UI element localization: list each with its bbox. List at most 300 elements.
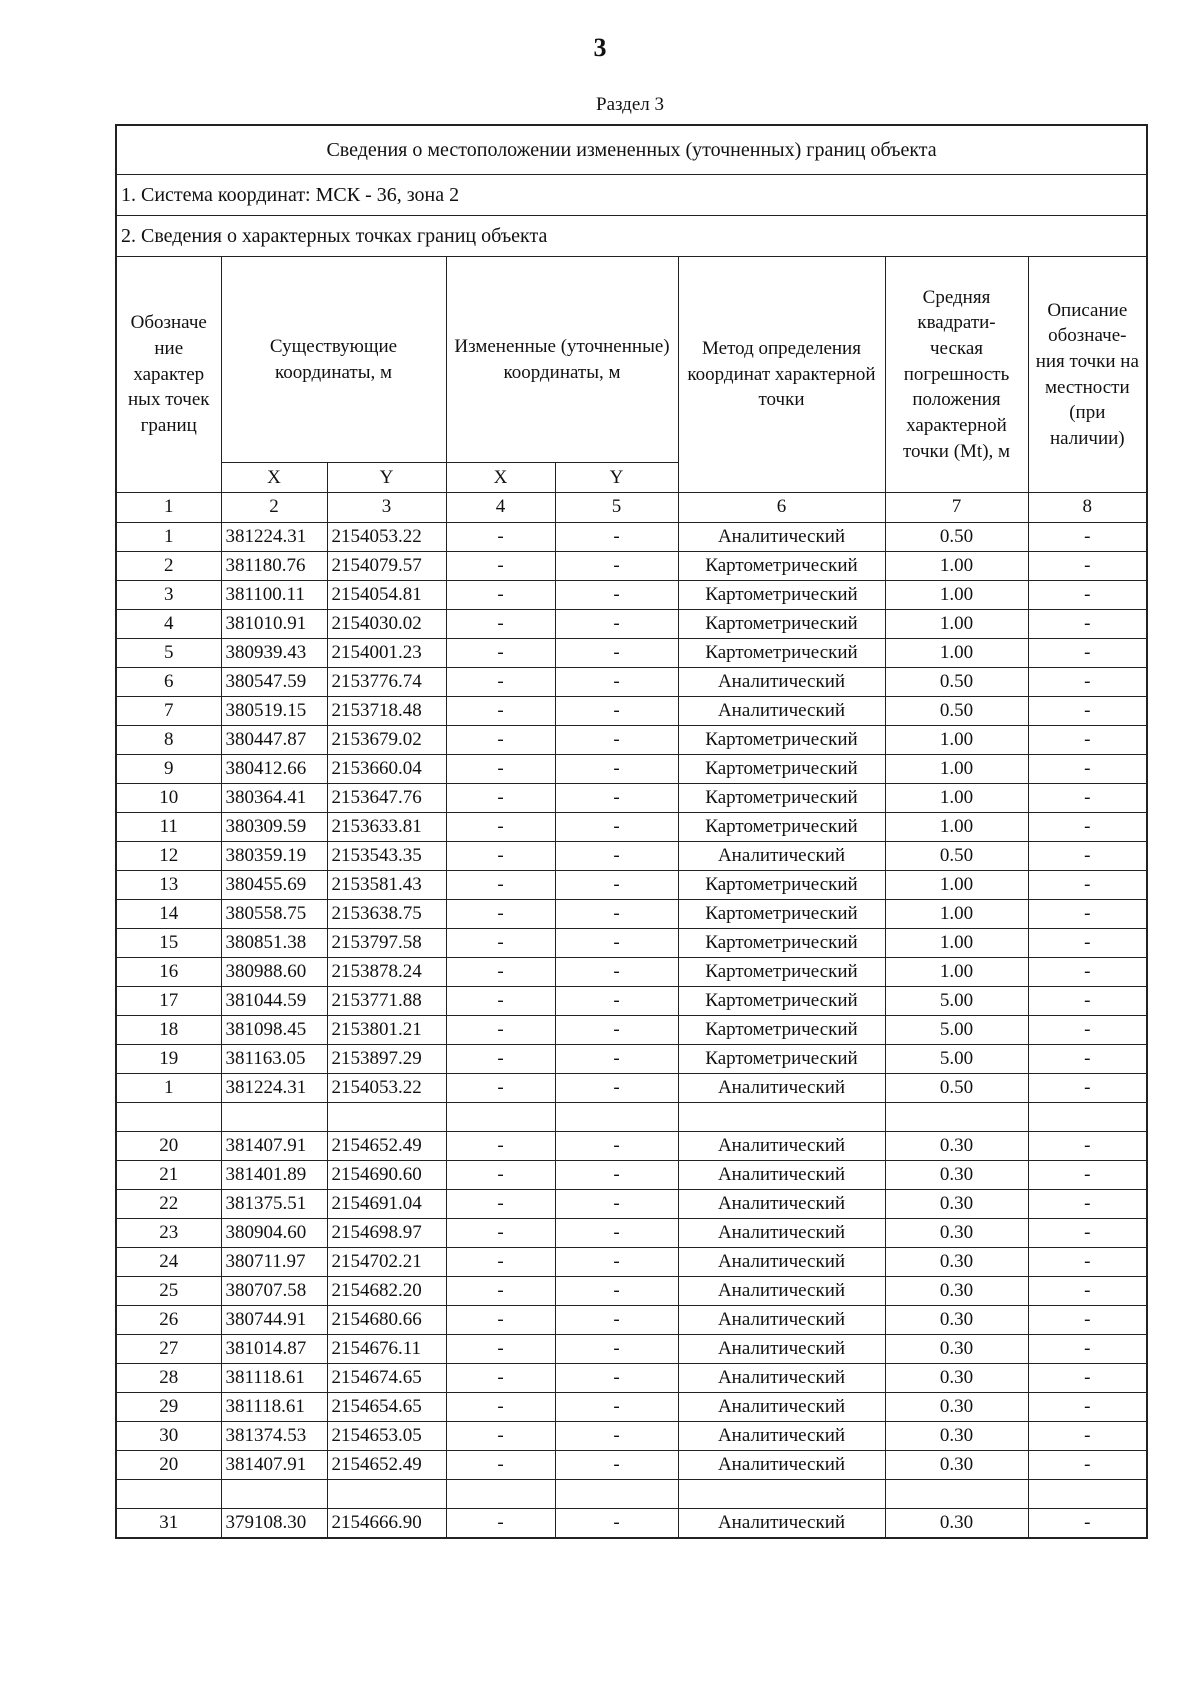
cell-accuracy: 0.30	[885, 1335, 1028, 1364]
cell-description: -	[1028, 1422, 1147, 1451]
cell-description: -	[1028, 552, 1147, 581]
cell-accuracy: 0.30	[885, 1248, 1028, 1277]
cell-changed-y: -	[555, 784, 678, 813]
cell-method	[678, 1480, 885, 1509]
cell-existing-x: 380707.58	[221, 1277, 327, 1306]
cell-method: Картометрический	[678, 958, 885, 987]
cell-changed-y: -	[555, 523, 678, 552]
cell-point-number: 25	[116, 1277, 221, 1306]
cell-description: -	[1028, 1132, 1147, 1161]
cell-changed-x: -	[446, 726, 555, 755]
header-accuracy: Средняя квадрати- ческая погрешность положения характерной точки (Mt), м	[885, 257, 1028, 493]
cell-description: -	[1028, 1161, 1147, 1190]
cell-existing-y: 2154680.66	[327, 1306, 446, 1335]
table-row	[116, 668, 1147, 697]
table-row	[116, 1074, 1147, 1103]
table-row	[116, 1509, 1147, 1539]
cell-existing-y: 2153633.81	[327, 813, 446, 842]
cell-description: -	[1028, 958, 1147, 987]
cell-point-number	[116, 1480, 221, 1509]
header-method: Метод определения координат характерной точки	[678, 257, 885, 493]
cell-existing-y: 2154682.20	[327, 1277, 446, 1306]
cell-changed-x: -	[446, 900, 555, 929]
cell-changed-y: -	[555, 1016, 678, 1045]
cell-method: Аналитический	[678, 523, 885, 552]
cell-description: -	[1028, 1509, 1147, 1539]
cell-changed-y: -	[555, 1509, 678, 1539]
cell-existing-x: 380455.69	[221, 871, 327, 900]
table-row	[116, 842, 1147, 871]
cell-method: Картометрический	[678, 929, 885, 958]
cell-existing-y: 2154654.65	[327, 1393, 446, 1422]
cell-existing-x: 380309.59	[221, 813, 327, 842]
cell-existing-x: 380447.87	[221, 726, 327, 755]
cell-description: -	[1028, 987, 1147, 1016]
cell-accuracy: 1.00	[885, 755, 1028, 784]
cell-existing-x: 381044.59	[221, 987, 327, 1016]
table-row	[116, 1248, 1147, 1277]
header-changed-y: Y	[555, 463, 678, 493]
cell-changed-y: -	[555, 552, 678, 581]
cell-method: Картометрический	[678, 755, 885, 784]
cell-method: Аналитический	[678, 1451, 885, 1480]
cell-description: -	[1028, 1364, 1147, 1393]
cell-changed-y	[555, 1103, 678, 1132]
cell-changed-x: -	[446, 1306, 555, 1335]
cell-changed-y: -	[555, 1451, 678, 1480]
cell-method: Картометрический	[678, 1045, 885, 1074]
table-row	[116, 552, 1147, 581]
column-number-row	[116, 493, 1147, 523]
cell-method: Аналитический	[678, 842, 885, 871]
header-changed-x: X	[446, 463, 555, 493]
table-row	[116, 1335, 1147, 1364]
cell-description: -	[1028, 639, 1147, 668]
cell-description: -	[1028, 668, 1147, 697]
cell-description: -	[1028, 1393, 1147, 1422]
cell-changed-y: -	[555, 1161, 678, 1190]
table-row	[116, 1364, 1147, 1393]
cell-existing-y: 2154653.05	[327, 1422, 446, 1451]
cell-method: Аналитический	[678, 1132, 885, 1161]
cell-changed-x	[446, 1103, 555, 1132]
cell-method: Картометрический	[678, 1016, 885, 1045]
cell-changed-x: -	[446, 697, 555, 726]
cell-changed-x: -	[446, 929, 555, 958]
cell-point-number: 29	[116, 1393, 221, 1422]
cell-changed-x: -	[446, 958, 555, 987]
table-row	[116, 1103, 1147, 1132]
cell-existing-x: 381407.91	[221, 1451, 327, 1480]
cell-description: -	[1028, 842, 1147, 871]
cell-existing-y: 2154691.04	[327, 1190, 446, 1219]
cell-point-number: 6	[116, 668, 221, 697]
cell-existing-x: 381401.89	[221, 1161, 327, 1190]
cell-existing-y: 2153776.74	[327, 668, 446, 697]
cell-accuracy	[885, 1103, 1028, 1132]
cell-existing-y: 2154053.22	[327, 523, 446, 552]
cell-existing-x: 381375.51	[221, 1190, 327, 1219]
cell-changed-y: -	[555, 610, 678, 639]
cell-point-number: 22	[116, 1190, 221, 1219]
cell-existing-x: 380558.75	[221, 900, 327, 929]
cell-existing-y: 2153638.75	[327, 900, 446, 929]
cell-changed-y: -	[555, 726, 678, 755]
cell-existing-x: 381118.61	[221, 1393, 327, 1422]
cell-description: -	[1028, 871, 1147, 900]
cell-changed-y: -	[555, 1045, 678, 1074]
cell-accuracy: 1.00	[885, 581, 1028, 610]
cell-existing-y: 2153718.48	[327, 697, 446, 726]
header-existing-y: Y	[327, 463, 446, 493]
cell-existing-y: 2154079.57	[327, 552, 446, 581]
cell-point-number: 14	[116, 900, 221, 929]
column-number: 8	[1028, 493, 1147, 523]
table-row	[116, 1045, 1147, 1074]
cell-description: -	[1028, 581, 1147, 610]
cell-point-number: 16	[116, 958, 221, 987]
cell-existing-x: 380939.43	[221, 639, 327, 668]
section-label: Раздел 3	[596, 94, 664, 115]
cell-method: Аналитический	[678, 1248, 885, 1277]
cell-changed-x: -	[446, 1132, 555, 1161]
cell-changed-x: -	[446, 1364, 555, 1393]
cell-accuracy: 0.30	[885, 1364, 1028, 1393]
cell-description: -	[1028, 1074, 1147, 1103]
cell-accuracy: 0.30	[885, 1422, 1028, 1451]
cell-point-number: 7	[116, 697, 221, 726]
cell-existing-x: 380904.60	[221, 1219, 327, 1248]
table-row	[116, 784, 1147, 813]
column-number: 3	[327, 493, 446, 523]
table-row	[116, 639, 1147, 668]
cell-method: Аналитический	[678, 1277, 885, 1306]
cell-accuracy: 1.00	[885, 929, 1028, 958]
cell-existing-y: 2153660.04	[327, 755, 446, 784]
cell-accuracy: 1.00	[885, 552, 1028, 581]
table-body	[116, 523, 1147, 1539]
cell-existing-y: 2154652.49	[327, 1132, 446, 1161]
cell-changed-y	[555, 1480, 678, 1509]
column-number: 7	[885, 493, 1028, 523]
cell-accuracy	[885, 1480, 1028, 1509]
cell-changed-y: -	[555, 1306, 678, 1335]
cell-method: Картометрический	[678, 871, 885, 900]
cell-existing-x: 381100.11	[221, 581, 327, 610]
cell-accuracy: 0.50	[885, 1074, 1028, 1103]
cell-changed-y: -	[555, 813, 678, 842]
cell-method: Картометрический	[678, 610, 885, 639]
cell-point-number: 23	[116, 1219, 221, 1248]
cell-description: -	[1028, 929, 1147, 958]
cell-changed-x: -	[446, 1248, 555, 1277]
cell-description: -	[1028, 1016, 1147, 1045]
cell-existing-y: 2154001.23	[327, 639, 446, 668]
cell-changed-y: -	[555, 987, 678, 1016]
cell-accuracy: 0.30	[885, 1132, 1028, 1161]
cell-changed-x: -	[446, 871, 555, 900]
cell-accuracy: 0.30	[885, 1393, 1028, 1422]
cell-method	[678, 1103, 885, 1132]
cell-changed-y: -	[555, 871, 678, 900]
cell-point-number: 24	[116, 1248, 221, 1277]
cell-point-number: 15	[116, 929, 221, 958]
cell-existing-x: 381224.31	[221, 1074, 327, 1103]
cell-existing-y: 2154698.97	[327, 1219, 446, 1248]
cell-accuracy: 0.30	[885, 1190, 1028, 1219]
column-number: 1	[116, 493, 221, 523]
cell-existing-x: 381010.91	[221, 610, 327, 639]
cell-changed-y: -	[555, 900, 678, 929]
cell-existing-y: 2153801.21	[327, 1016, 446, 1045]
cell-method: Картометрический	[678, 581, 885, 610]
cell-accuracy: 1.00	[885, 871, 1028, 900]
cell-description: -	[1028, 1219, 1147, 1248]
cell-point-number: 13	[116, 871, 221, 900]
cell-existing-x: 380364.41	[221, 784, 327, 813]
cell-point-number: 10	[116, 784, 221, 813]
cell-description: -	[1028, 1277, 1147, 1306]
boundary-points-table	[115, 124, 1148, 1539]
cell-changed-x: -	[446, 668, 555, 697]
cell-accuracy: 1.00	[885, 958, 1028, 987]
cell-point-number: 4	[116, 610, 221, 639]
column-number: 5	[555, 493, 678, 523]
cell-existing-x: 381014.87	[221, 1335, 327, 1364]
table-row	[116, 1016, 1147, 1045]
cell-existing-y: 2154652.49	[327, 1451, 446, 1480]
cell-changed-x: -	[446, 784, 555, 813]
cell-description: -	[1028, 813, 1147, 842]
cell-changed-x: -	[446, 639, 555, 668]
cell-existing-x: 381163.05	[221, 1045, 327, 1074]
cell-point-number: 20	[116, 1132, 221, 1161]
cell-changed-y: -	[555, 1190, 678, 1219]
cell-method: Картометрический	[678, 552, 885, 581]
cell-description: -	[1028, 523, 1147, 552]
cell-method: Картометрический	[678, 987, 885, 1016]
cell-changed-x: -	[446, 1016, 555, 1045]
cell-accuracy: 1.00	[885, 610, 1028, 639]
cell-method: Аналитический	[678, 1509, 885, 1539]
table-row	[116, 1161, 1147, 1190]
cell-existing-x: 380412.66	[221, 755, 327, 784]
cell-description	[1028, 1480, 1147, 1509]
cell-point-number: 17	[116, 987, 221, 1016]
cell-method: Картометрический	[678, 813, 885, 842]
table-row	[116, 755, 1147, 784]
column-number: 6	[678, 493, 885, 523]
cell-changed-x: -	[446, 842, 555, 871]
cell-changed-x: -	[446, 1045, 555, 1074]
cell-existing-y	[327, 1480, 446, 1509]
cell-method: Аналитический	[678, 1161, 885, 1190]
cell-existing-x	[221, 1480, 327, 1509]
cell-method: Картометрический	[678, 784, 885, 813]
cell-changed-y: -	[555, 639, 678, 668]
cell-accuracy: 0.30	[885, 1451, 1028, 1480]
cell-method: Аналитический	[678, 697, 885, 726]
header-changed-coords: Измененные (уточненные) координаты, м	[446, 257, 678, 463]
cell-method: Аналитический	[678, 1422, 885, 1451]
coordinate-system: 1. Система координат: МСК - 36, зона 2	[116, 175, 1147, 216]
cell-existing-y: 2153679.02	[327, 726, 446, 755]
table-row	[116, 1132, 1147, 1161]
cell-accuracy: 1.00	[885, 813, 1028, 842]
cell-accuracy: 5.00	[885, 987, 1028, 1016]
cell-point-number: 31	[116, 1509, 221, 1539]
cell-changed-x	[446, 1480, 555, 1509]
cell-existing-y: 2154674.65	[327, 1364, 446, 1393]
cell-changed-x: -	[446, 1393, 555, 1422]
cell-point-number: 18	[116, 1016, 221, 1045]
cell-accuracy: 0.30	[885, 1306, 1028, 1335]
cell-existing-y: 2154053.22	[327, 1074, 446, 1103]
cell-changed-x: -	[446, 523, 555, 552]
table-row	[116, 1451, 1147, 1480]
table-row	[116, 726, 1147, 755]
cell-existing-x: 381180.76	[221, 552, 327, 581]
cell-accuracy: 0.30	[885, 1219, 1028, 1248]
cell-changed-x: -	[446, 1219, 555, 1248]
table-row	[116, 987, 1147, 1016]
cell-existing-x: 381118.61	[221, 1364, 327, 1393]
cell-changed-y: -	[555, 958, 678, 987]
cell-changed-y: -	[555, 697, 678, 726]
cell-changed-x: -	[446, 581, 555, 610]
cell-description: -	[1028, 1451, 1147, 1480]
cell-accuracy: 5.00	[885, 1045, 1028, 1074]
cell-accuracy: 0.30	[885, 1277, 1028, 1306]
cell-accuracy: 1.00	[885, 726, 1028, 755]
cell-existing-x: 380851.38	[221, 929, 327, 958]
cell-accuracy: 0.50	[885, 842, 1028, 871]
column-number: 2	[221, 493, 327, 523]
cell-existing-x: 381407.91	[221, 1132, 327, 1161]
table-row	[116, 697, 1147, 726]
cell-changed-x: -	[446, 1074, 555, 1103]
column-number: 4	[446, 493, 555, 523]
cell-existing-y: 2153897.29	[327, 1045, 446, 1074]
cell-existing-y: 2153771.88	[327, 987, 446, 1016]
cell-point-number: 1	[116, 523, 221, 552]
cell-existing-y: 2153878.24	[327, 958, 446, 987]
cell-accuracy: 0.30	[885, 1161, 1028, 1190]
cell-existing-x: 381224.31	[221, 523, 327, 552]
header-description: Описание обозначе- ния точки на местности (при наличии)	[1028, 257, 1147, 493]
cell-changed-y: -	[555, 755, 678, 784]
cell-description	[1028, 1103, 1147, 1132]
cell-accuracy: 5.00	[885, 1016, 1028, 1045]
cell-changed-y: -	[555, 1364, 678, 1393]
cell-existing-y: 2153543.35	[327, 842, 446, 871]
cell-changed-x: -	[446, 1161, 555, 1190]
cell-method: Аналитический	[678, 1393, 885, 1422]
cell-changed-x: -	[446, 1277, 555, 1306]
cell-existing-y: 2154030.02	[327, 610, 446, 639]
header-existing-coords: Существующие координаты, м	[221, 257, 446, 463]
table-row	[116, 871, 1147, 900]
cell-existing-y: 2153581.43	[327, 871, 446, 900]
cell-existing-y: 2153797.58	[327, 929, 446, 958]
cell-changed-y: -	[555, 1248, 678, 1277]
cell-point-number: 2	[116, 552, 221, 581]
cell-existing-x: 380547.59	[221, 668, 327, 697]
table-row	[116, 523, 1147, 552]
cell-description: -	[1028, 1306, 1147, 1335]
cell-point-number: 1	[116, 1074, 221, 1103]
cell-point-number: 5	[116, 639, 221, 668]
cell-point-number: 20	[116, 1451, 221, 1480]
cell-changed-x: -	[446, 1422, 555, 1451]
table-row	[116, 1306, 1147, 1335]
table-row	[116, 958, 1147, 987]
cell-accuracy: 0.50	[885, 523, 1028, 552]
cell-existing-x	[221, 1103, 327, 1132]
cell-description: -	[1028, 1045, 1147, 1074]
table-row	[116, 1277, 1147, 1306]
cell-point-number: 9	[116, 755, 221, 784]
cell-existing-x: 381374.53	[221, 1422, 327, 1451]
cell-changed-x: -	[446, 987, 555, 1016]
cell-existing-x: 380744.91	[221, 1306, 327, 1335]
cell-existing-y: 2154676.11	[327, 1335, 446, 1364]
table-row	[116, 1190, 1147, 1219]
cell-point-number	[116, 1103, 221, 1132]
cell-changed-y: -	[555, 668, 678, 697]
cell-point-number: 19	[116, 1045, 221, 1074]
cell-changed-x: -	[446, 1509, 555, 1539]
cell-existing-y: 2153647.76	[327, 784, 446, 813]
cell-existing-y: 2154702.21	[327, 1248, 446, 1277]
cell-changed-y: -	[555, 581, 678, 610]
cell-changed-x: -	[446, 1190, 555, 1219]
cell-existing-x: 380519.15	[221, 697, 327, 726]
cell-changed-y: -	[555, 1335, 678, 1364]
cell-existing-y: 2154054.81	[327, 581, 446, 610]
cell-point-number: 8	[116, 726, 221, 755]
cell-changed-y: -	[555, 1219, 678, 1248]
points-heading: 2. Сведения о характерных точках границ объекта	[116, 216, 1147, 257]
table-row	[116, 1393, 1147, 1422]
cell-point-number: 28	[116, 1364, 221, 1393]
cell-point-number: 3	[116, 581, 221, 610]
table-row	[116, 900, 1147, 929]
cell-method: Картометрический	[678, 900, 885, 929]
table-row	[116, 610, 1147, 639]
cell-description: -	[1028, 697, 1147, 726]
cell-existing-y	[327, 1103, 446, 1132]
cell-point-number: 27	[116, 1335, 221, 1364]
cell-accuracy: 1.00	[885, 900, 1028, 929]
table-row	[116, 1480, 1147, 1509]
cell-method: Аналитический	[678, 1074, 885, 1103]
cell-description: -	[1028, 755, 1147, 784]
cell-method: Аналитический	[678, 1335, 885, 1364]
cell-changed-x: -	[446, 755, 555, 784]
cell-description: -	[1028, 1248, 1147, 1277]
cell-point-number: 21	[116, 1161, 221, 1190]
cell-method: Аналитический	[678, 1190, 885, 1219]
cell-changed-x: -	[446, 610, 555, 639]
cell-description: -	[1028, 1190, 1147, 1219]
cell-changed-y: -	[555, 842, 678, 871]
cell-changed-y: -	[555, 1277, 678, 1306]
cell-existing-y: 2154666.90	[327, 1509, 446, 1539]
cell-point-number: 11	[116, 813, 221, 842]
cell-method: Аналитический	[678, 1364, 885, 1393]
table-row	[116, 581, 1147, 610]
